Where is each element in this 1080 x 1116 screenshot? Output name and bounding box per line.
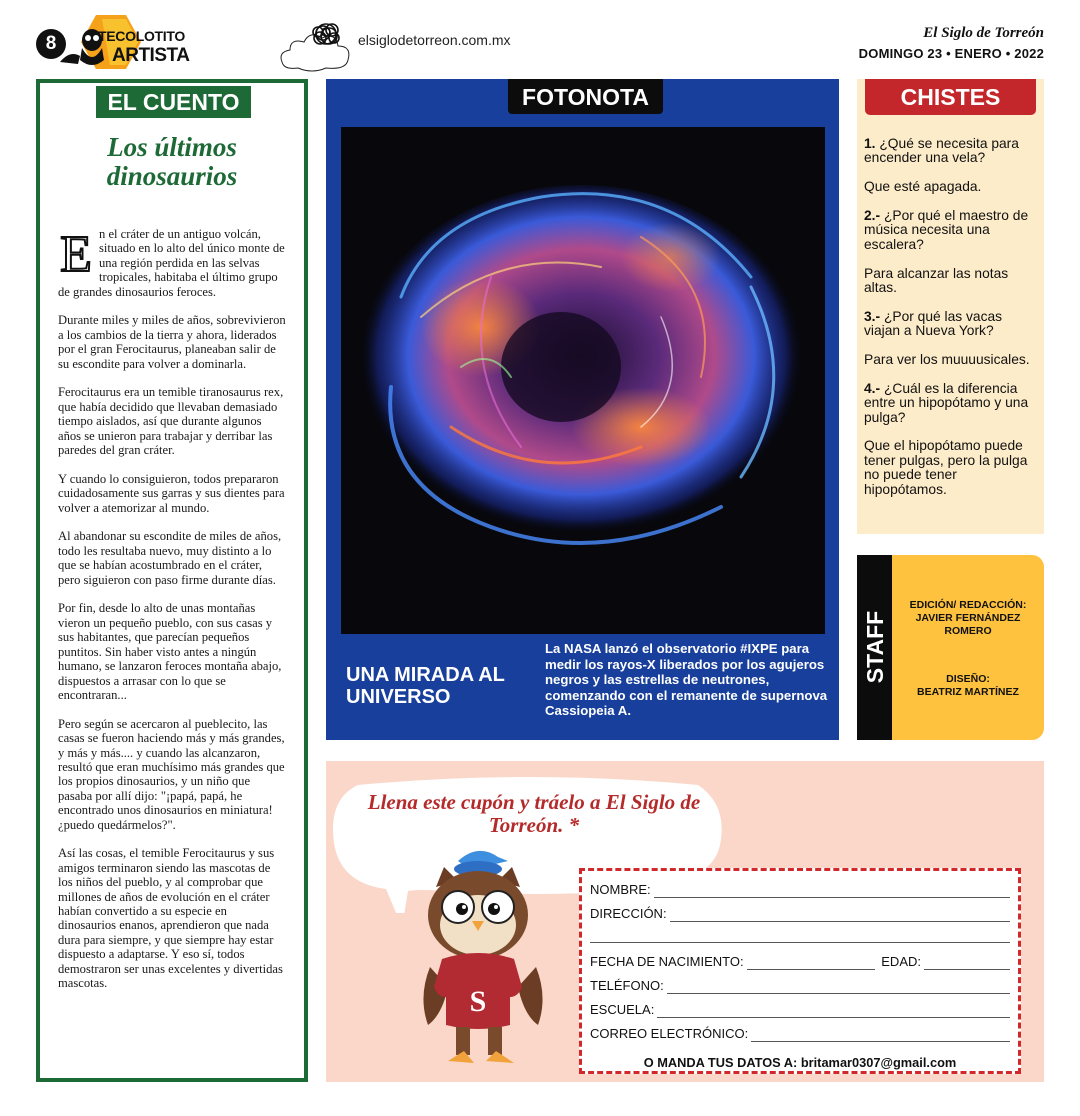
- joke-question: 3.- ¿Por qué las vacas viajan a Nueva York?: [864, 308, 1003, 339]
- age-line[interactable]: [924, 959, 1010, 970]
- staff-box: [857, 555, 1044, 740]
- joke-question: 1. ¿Qué se necesita para encender una vela?: [864, 136, 1019, 166]
- birthdate-line[interactable]: [747, 959, 876, 970]
- logo-text-bottom: ARTISTA: [112, 45, 190, 66]
- address-line[interactable]: [670, 911, 1010, 922]
- story-paragraph: Por fin, desde lo alto de unas montañas vieron un pequeño pueblo, con sus casas y sus habitantes, que parecían pequeños puntitos. Sin haber visto antes a ningún humano, se lanzaron feroces montaña abajo, dispuestos a arrasar con lo que se encontraran...: [58, 601, 282, 702]
- joke-question: 2.- ¿Por qué el maestro de música necesita una escalera?: [864, 208, 1029, 252]
- supernova-image-icon: [341, 127, 825, 634]
- story-title: Los últimos dinosaurios: [106, 132, 238, 191]
- jokes-panel: [857, 79, 1044, 534]
- email-field[interactable]: CORREO ELECTRÓNICO:: [590, 1026, 1010, 1042]
- phone-field[interactable]: TELÉFONO:: [590, 978, 1010, 994]
- staff-label: STAFF: [862, 610, 888, 684]
- website-url: elsiglodetorreon.com.mx: [358, 32, 511, 48]
- story-panel: [36, 79, 308, 1082]
- coupon-instruction: Llena este cupón y tráelo a El Siglo de Torreón. *: [367, 790, 701, 837]
- story-paragraph: Durante miles y miles de años, sobrevivieron a los cambios de la tierra y ahora, liderados por el gran Ferocitaurus, planeaban salir de su escondite para volver a dominarla.: [58, 313, 286, 371]
- phone-line[interactable]: [667, 983, 1010, 994]
- name-line[interactable]: [654, 887, 1010, 898]
- jokes-list: [864, 137, 1038, 511]
- joke-answer: Que esté apagada.: [864, 179, 982, 195]
- birthdate-field[interactable]: FECHA DE NACIMIENTO: EDAD:: [590, 954, 1010, 970]
- staff-name-editor: JAVIER FERNÁNDEZ ROMERO: [915, 612, 1021, 637]
- owl-mascot-icon: [418, 847, 548, 1075]
- photo-note-panel: [326, 79, 839, 740]
- story-paragraph: Al abandonar su escondite de miles de años, todo les resultaba nuevo, muy distinto a lo que se habían acostumbrado en el cráter, pero siguieron con paso firme durante días.: [58, 529, 282, 587]
- coupon-email-note: O MANDA TUS DATOS A: britamar0307@gmail.com: [643, 1055, 957, 1070]
- joke-answer: Para ver los muuuusicales.: [864, 352, 1030, 368]
- story-body: [58, 227, 286, 1005]
- photo-note-section-tab: FOTONOTA: [508, 79, 663, 114]
- joke-answer: Para alcanzar las notas altas.: [864, 265, 1009, 296]
- staff-role-editor: EDICIÓN/ REDACCIÓN:: [909, 599, 1027, 611]
- story-paragraph: En el cráter de un antiguo volcán, situado en lo alto del único monte de una región perdida en las selvas tropicales, habitaba el último grupo de grandes dinosaurios feroces.: [58, 226, 285, 299]
- supernova-photo: [341, 127, 825, 634]
- story-paragraph: Ferocitaurus era un temible tiranosaurus rex, que había decidido que llevaban demasiado tiempo aislados, así que durante algunos años se unieron para trabajar y derribar las paredes del gran cráter.: [58, 385, 284, 458]
- issue-date: DOMINGO 23 • ENERO • 2022: [858, 46, 1044, 61]
- joke-answer: Que el hipopótamo puede tener pulgas, pero la pulga no puede tener hipopótamos.: [864, 438, 1028, 497]
- jokes-section-tab: CHISTES: [865, 79, 1036, 115]
- story-section-tab: EL CUENTO: [96, 86, 251, 118]
- joke-question: 4.- ¿Cuál es la diferencia entre un hipopótamo y una pulga?: [864, 380, 1029, 425]
- story-paragraph: Pero según se acercaron al pueblecito, las casas se fueron haciendo más y más grandes, y más y más.... y cuando las alcanzaron, resultó que eran muchísimo más grandes que los propios dinosaurios, y un niño que pasaba por allí dijo: "¡papá, papá, he encontrado unos dinosaurios en miniatura! ¿puedo quedármelos?".: [58, 716, 285, 832]
- address-field[interactable]: DIRECCIÓN:: [590, 906, 1010, 922]
- staff-band: [857, 555, 892, 740]
- page-number: 8: [36, 29, 66, 59]
- cloud-scribble-icon: [276, 18, 360, 74]
- name-field[interactable]: NOMBRE:: [590, 882, 1010, 898]
- age-label: EDAD:: [881, 954, 921, 969]
- coupon-form: [579, 868, 1021, 1074]
- school-field[interactable]: ESCUELA:: [590, 1002, 1010, 1018]
- story-paragraph: Y cuando lo consiguieron, todos prepararon cuidadosamente sus garras y sus dientes para volver a atemorizar al mundo.: [58, 471, 285, 515]
- school-line[interactable]: [657, 1007, 1010, 1018]
- photo-headline: UNA MIRADA AL UNIVERSO: [346, 664, 505, 708]
- email-line[interactable]: [751, 1031, 1010, 1042]
- coupon-panel: [326, 761, 1044, 1082]
- staff-role-design: DISEÑO:: [946, 673, 990, 685]
- svg-text:S: S: [469, 985, 487, 1018]
- logo-text-top: TECOLOTITO: [98, 28, 185, 44]
- newspaper-masthead: El Siglo de Torreón: [923, 25, 1044, 41]
- address-line-2[interactable]: [590, 942, 1010, 943]
- page-header: [0, 0, 1080, 78]
- photo-caption: La NASA lanzó el observatorio #IXPE para medir los rayos-X liberados por los agujeros negros y las estrellas de neutrones, comenzando con el remanente de supernova Cassiopeia A.: [545, 641, 828, 719]
- drop-cap: E: [60, 226, 92, 283]
- story-paragraph: Así las cosas, el temible Ferocitaurus y sus amigos terminaron siendo las mascotas de los niños del pueblo, y al comprobar que millones de años de evolución en el cráter habían convertido a su especie en dinosaurios enanos, aprendieron que nada dura para siempre, y que siempre hay estar dispuesto a adaptarse. Y eso sí, todos demostraron ser unas excelentes y divertidas mascotas.: [58, 846, 283, 991]
- staff-name-design: BEATRIZ MARTÍNEZ: [917, 686, 1019, 698]
